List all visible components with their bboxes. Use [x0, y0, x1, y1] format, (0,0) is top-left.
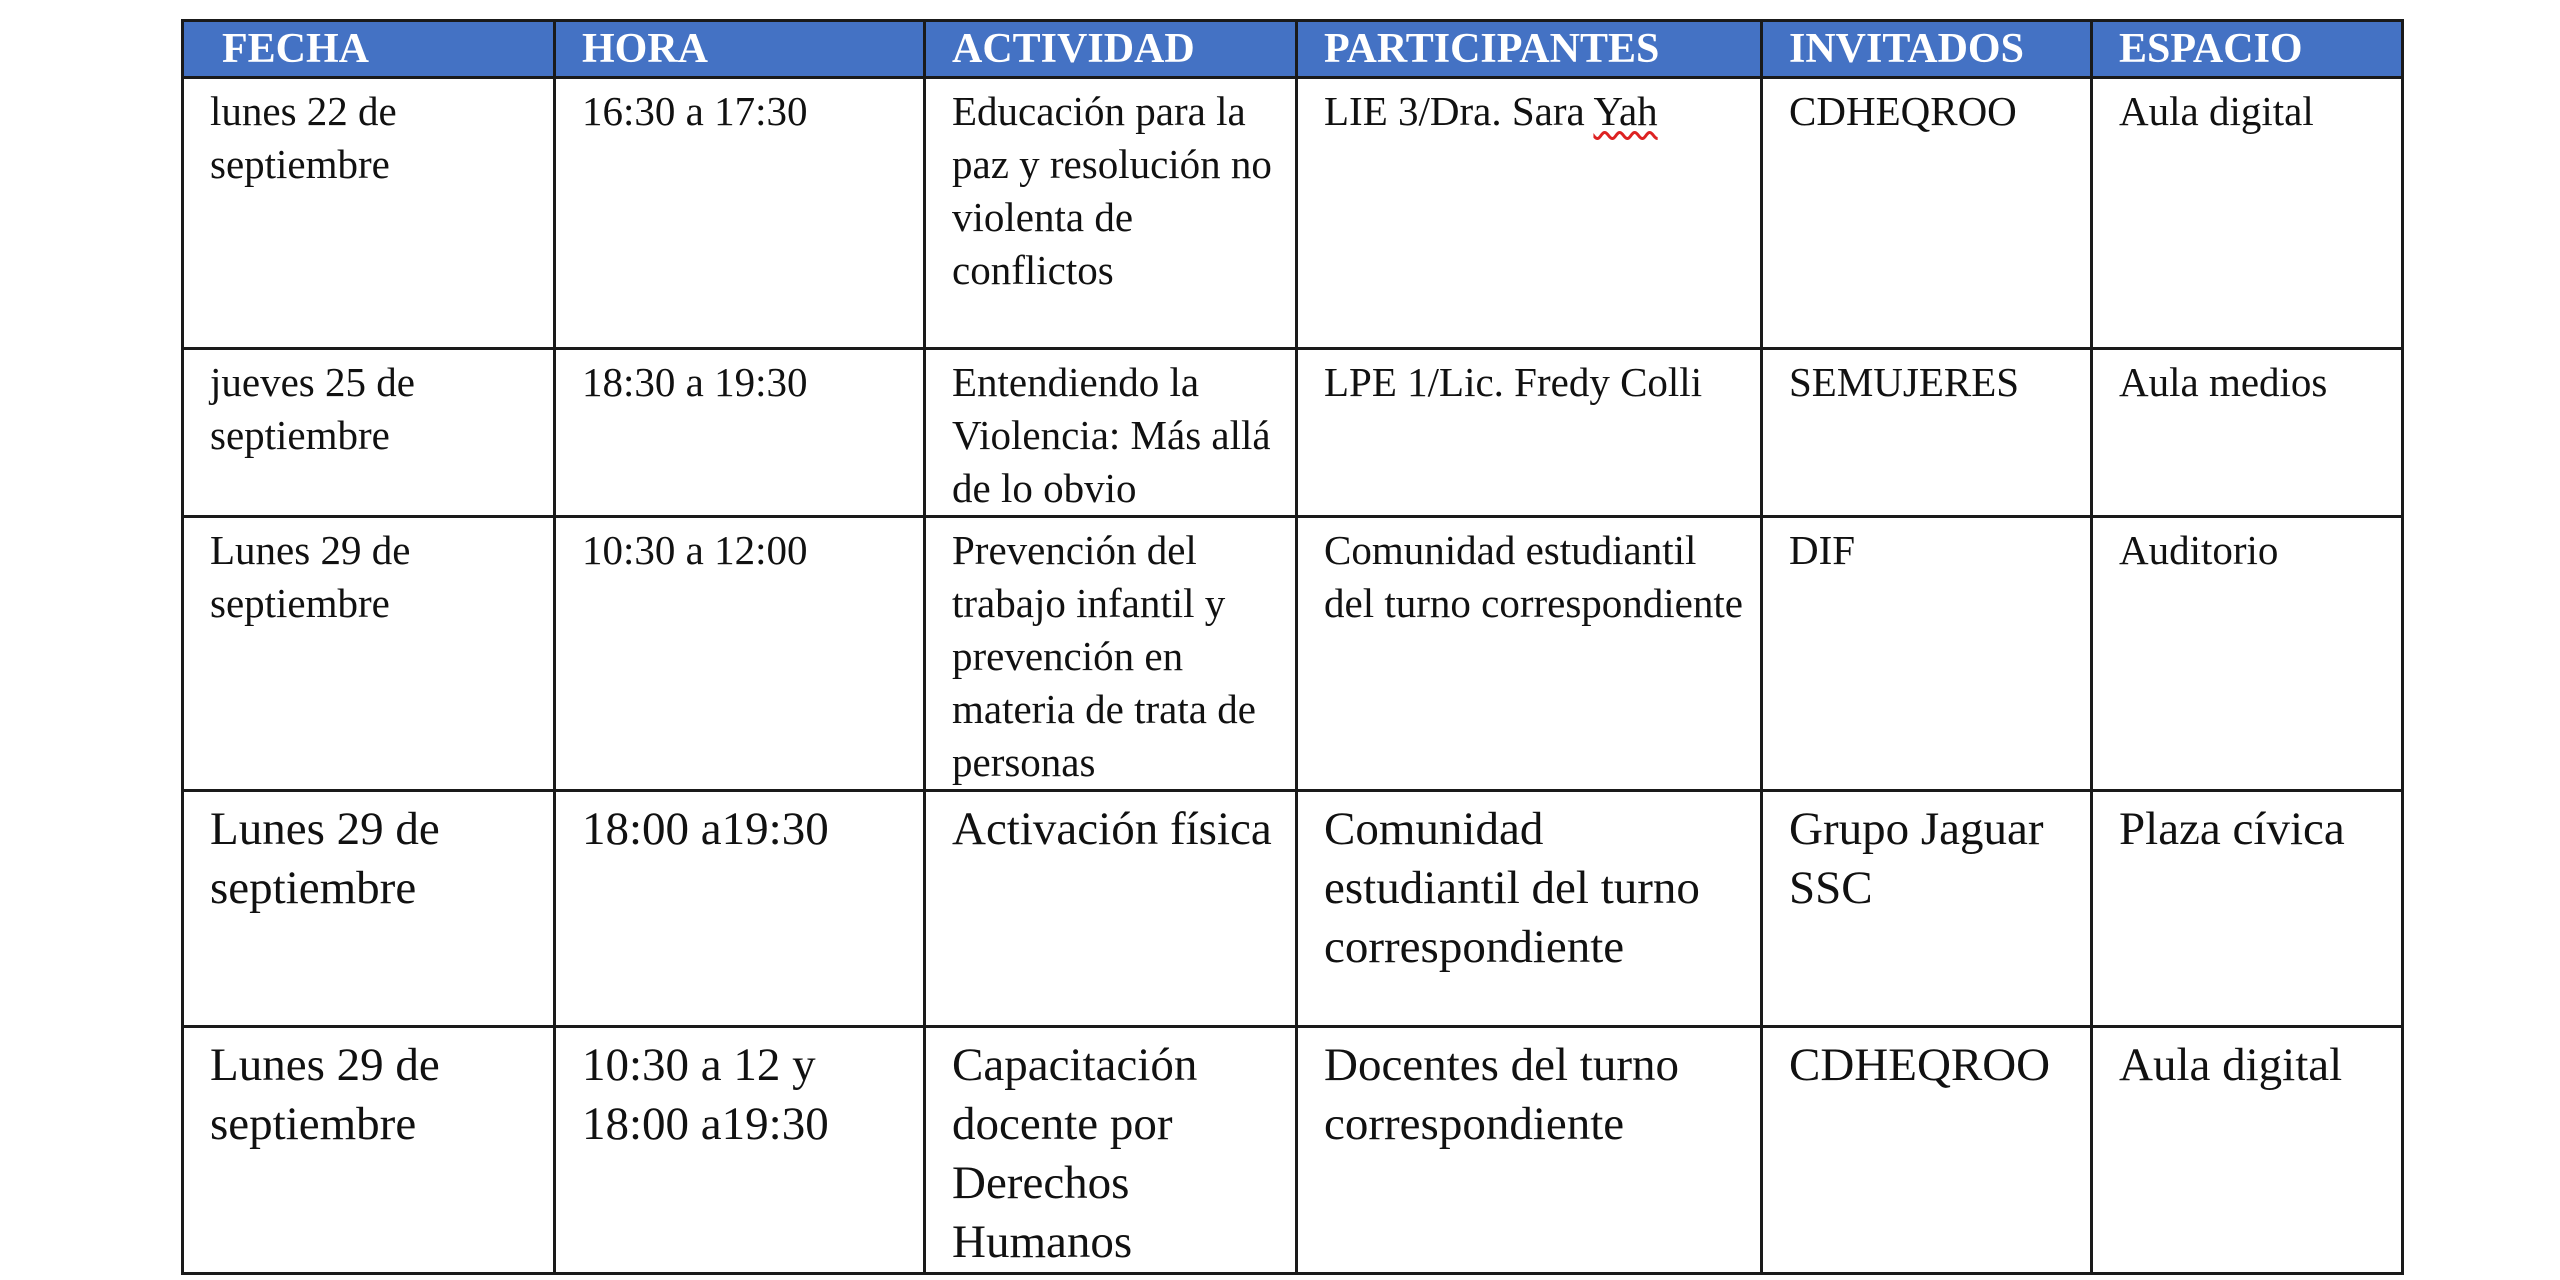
cell-text: LIE 3/Dra. Sara	[1324, 88, 1594, 134]
header-row	[183, 21, 2403, 78]
cell-text: jueves 25 de septiembre	[210, 359, 415, 458]
header-actividad: ACTIVIDAD	[925, 21, 1297, 78]
cell-fecha[interactable]	[183, 517, 555, 791]
cell-text-line2: 18:00 a19:30	[582, 1098, 829, 1150]
table-row	[183, 517, 2403, 791]
cell-participantes[interactable]	[1297, 349, 1762, 517]
cell-text: Prevención del trabajo infantil y prevención en materia de trata de personas	[952, 527, 1256, 785]
cell-text: Educación para la paz y resolución no violenta de conflictos	[952, 88, 1272, 293]
cell-text: Comunidad estudiantil del turno correspondiente	[1324, 527, 1743, 626]
cell-text: 16:30 a 17:30	[582, 88, 808, 134]
cell-hora[interactable]	[555, 78, 925, 349]
cell-text: lunes 22 de septiembre	[210, 88, 397, 187]
table-row	[183, 1027, 2403, 1274]
cell-espacio[interactable]	[2092, 791, 2403, 1027]
cell-hora[interactable]	[555, 791, 925, 1027]
cell-hora[interactable]	[555, 517, 925, 791]
cell-invitados[interactable]	[1762, 349, 2092, 517]
header-hora: HORA	[555, 21, 925, 78]
table-row	[183, 791, 2403, 1027]
header-invitados: INVITADOS	[1762, 21, 2092, 78]
cell-text: Lunes 29 de septiembre	[210, 527, 411, 626]
header-participantes: PARTICIPANTES	[1297, 21, 1762, 78]
cell-espacio[interactable]	[2092, 517, 2403, 791]
cell-text: Aula digital	[2119, 88, 2314, 134]
cell-text: 18:00 a19:30	[582, 803, 829, 855]
cell-text: Docentes del turno correspondiente	[1324, 1039, 1680, 1150]
cell-text: CDHEQROO	[1789, 88, 2017, 134]
cell-text: Activación física	[952, 803, 1272, 855]
cell-espacio[interactable]	[2092, 1027, 2403, 1274]
header-fecha: FECHA	[183, 21, 555, 78]
cell-invitados[interactable]	[1762, 517, 2092, 791]
cell-text: DIF	[1789, 527, 1856, 573]
cell-actividad[interactable]	[925, 791, 1297, 1027]
cell-text: SEMUJERES	[1789, 359, 2020, 405]
cell-text: Grupo Jaguar SSC	[1789, 803, 2044, 914]
cell-text-line1: 10:30 a 12 y	[582, 1039, 816, 1091]
cell-text: Plaza cívica	[2119, 803, 2345, 855]
cell-text: Lunes 29 de septiembre	[210, 803, 440, 914]
table-row	[183, 349, 2403, 517]
cell-text: Entendiendo la Violencia: Más allá de lo obvio	[952, 359, 1271, 511]
cell-text: Comunidad estudiantil del turno correspondiente	[1324, 803, 1700, 973]
cell-text: Auditorio	[2119, 527, 2279, 573]
cell-hora[interactable]	[555, 349, 925, 517]
spellcheck-flagged-word[interactable]: Yah	[1593, 88, 1658, 134]
cell-fecha[interactable]	[183, 1027, 555, 1274]
header-espacio: ESPACIO	[2092, 21, 2403, 78]
cell-participantes[interactable]	[1297, 1027, 1762, 1274]
table-row	[183, 78, 2403, 349]
cell-actividad[interactable]	[925, 1027, 1297, 1274]
cell-text: 18:30 a 19:30	[582, 359, 808, 405]
cell-actividad[interactable]	[925, 349, 1297, 517]
cell-text: 10:30 a 12:00	[582, 527, 808, 573]
cell-text: Aula digital	[2119, 1039, 2343, 1091]
cell-text: Capacitación docente por Derechos Humanos	[952, 1039, 1198, 1268]
cell-participantes[interactable]	[1297, 78, 1762, 349]
cell-fecha[interactable]	[183, 78, 555, 349]
cell-text: LPE 1/Lic. Fredy Colli	[1324, 359, 1703, 405]
cell-actividad[interactable]	[925, 78, 1297, 349]
cell-espacio[interactable]	[2092, 349, 2403, 517]
cell-invitados[interactable]	[1762, 1027, 2092, 1274]
cell-espacio[interactable]	[2092, 78, 2403, 349]
cell-text: Lunes 29 de septiembre	[210, 1039, 440, 1150]
cell-invitados[interactable]	[1762, 78, 2092, 349]
cell-hora[interactable]	[555, 1027, 925, 1274]
cell-participantes[interactable]	[1297, 517, 1762, 791]
cell-fecha[interactable]	[183, 349, 555, 517]
cell-invitados[interactable]	[1762, 791, 2092, 1027]
cell-text: CDHEQROO	[1789, 1039, 2051, 1091]
schedule-table	[181, 19, 2404, 1275]
cell-text: Aula medios	[2119, 359, 2328, 405]
cell-actividad[interactable]	[925, 517, 1297, 791]
cell-participantes[interactable]	[1297, 791, 1762, 1027]
cell-fecha[interactable]	[183, 791, 555, 1027]
